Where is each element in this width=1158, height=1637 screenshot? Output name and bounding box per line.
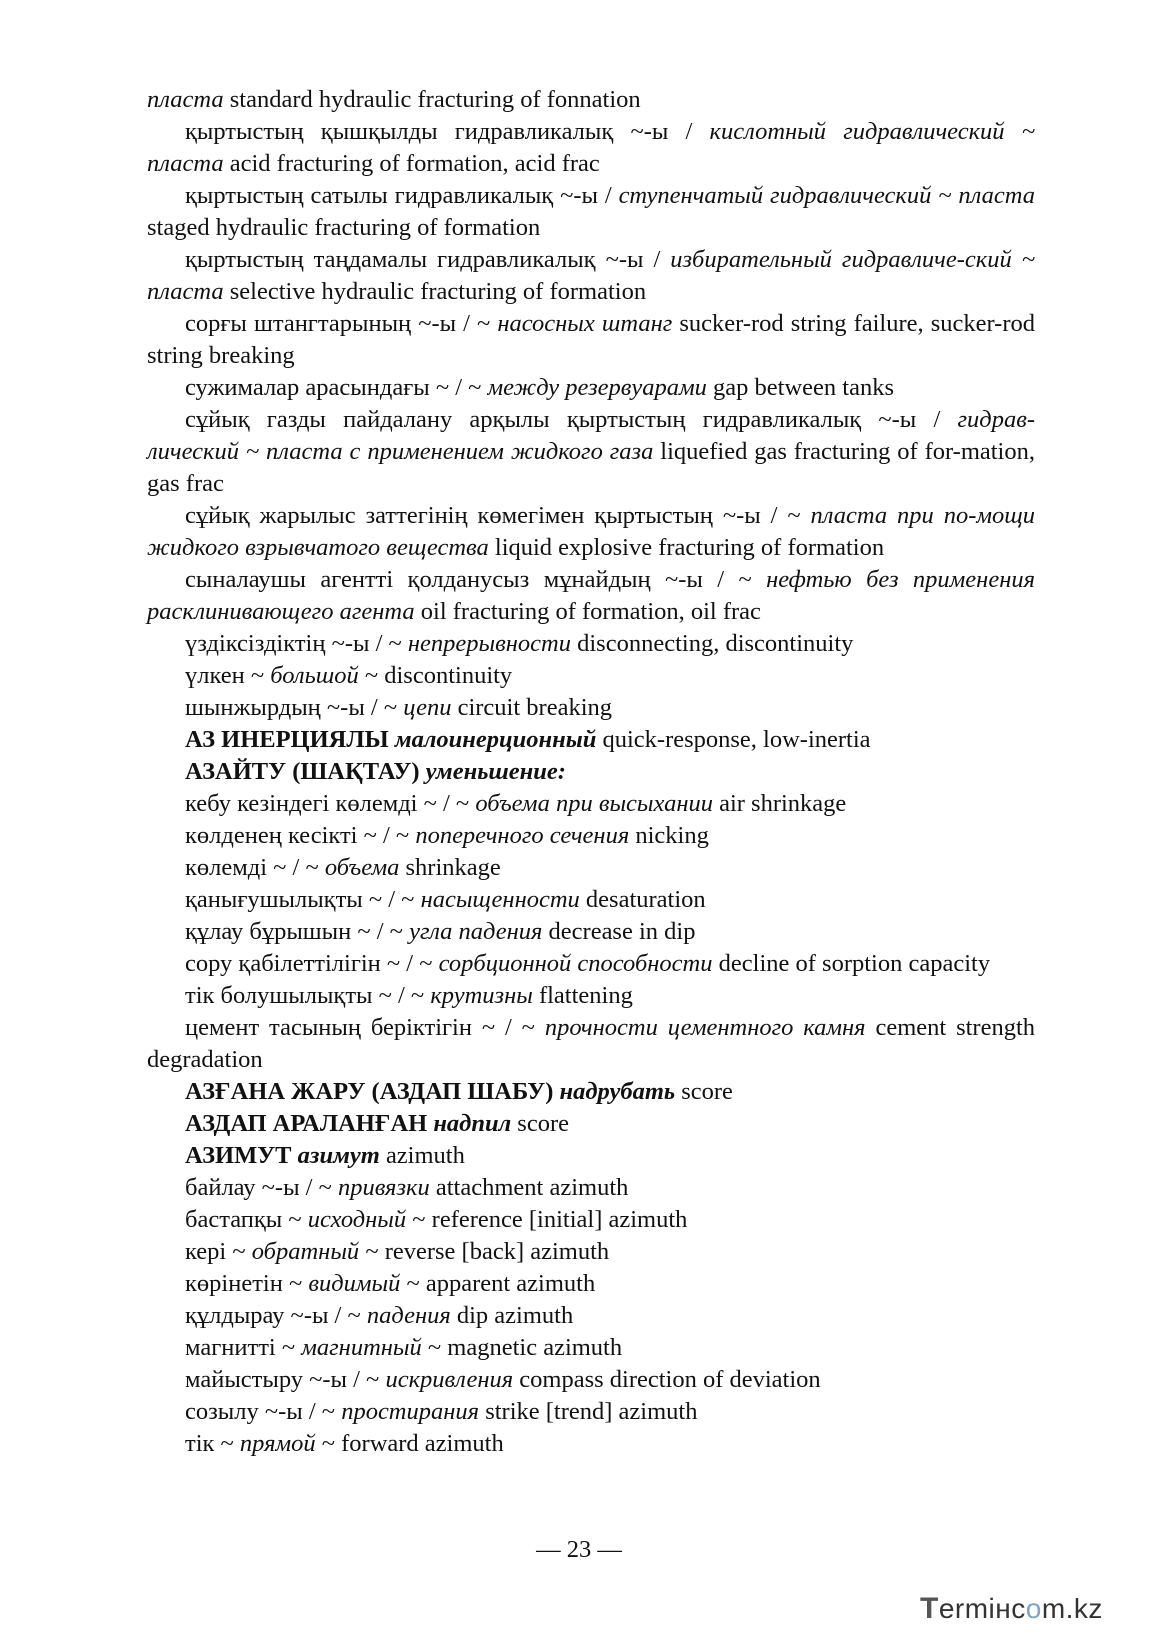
russian-term: прямой (239, 1430, 316, 1457)
entry-text: circuit breaking (451, 694, 613, 721)
termincom-logo (920, 1592, 1120, 1628)
russian-term: падения (366, 1302, 451, 1329)
russian-headword: надпил (433, 1110, 512, 1137)
entry-text: үздіксіздіктің ~-ы / ~ (185, 630, 408, 657)
entry-text: сужималар арасындағы ~ / ~ (185, 374, 488, 401)
headword: АЗ ИНЕРЦИЯЛЫ (185, 726, 395, 753)
russian-term: пласта (147, 86, 224, 113)
russian-headword: азимут (297, 1142, 380, 1169)
russian-headword: малоинерционный (394, 726, 597, 753)
dictionary-entry (147, 628, 1035, 660)
entry-text: cement strength degradation (147, 1014, 1036, 1073)
dictionary-entry (147, 84, 1035, 116)
russian-term: поперечного сечения (415, 822, 630, 849)
entry-text: decrease in dip (542, 918, 696, 945)
dictionary-entry (147, 884, 1035, 916)
entry-text: шынжырдың ~-ы / ~ (185, 694, 404, 721)
entry-text: магнитті ~ (185, 1334, 302, 1361)
russian-term: объема при высыхании (475, 790, 713, 817)
entry-text: үлкен ~ (185, 662, 271, 689)
russian-term: угла падения (409, 918, 543, 945)
headword: АЗҒАНА ЖАРУ (АЗДАП ШАБУ) (185, 1078, 560, 1105)
dictionary-entry (147, 1268, 1035, 1300)
entry-text: қанығушылықты ~ / ~ (185, 886, 421, 913)
russian-term: большой (270, 662, 359, 689)
entry-text: compass direction of deviation (513, 1366, 821, 1393)
entry-text: decline of sorption capacity (712, 950, 991, 977)
dictionary-entry (147, 404, 1035, 500)
entry-text: standard hydraulic fracturing of fonnation (223, 86, 641, 113)
entry-text: sucker-rod string failure, sucker-rod string breaking (147, 310, 1035, 369)
russian-term: гидрав-лический ~ пласта с применением жидкого газа (147, 406, 1035, 465)
dictionary-entry (147, 1076, 1035, 1108)
logo-t: T (920, 1592, 939, 1625)
dictionary-entry (147, 1236, 1035, 1268)
dictionary-entry (147, 980, 1035, 1012)
page-number: — 23 — (536, 1536, 622, 1563)
dictionary-entry (147, 1204, 1035, 1236)
entry-text: кері ~ (185, 1238, 252, 1265)
entry-text: air shrinkage (712, 790, 847, 817)
dictionary-entry (147, 244, 1035, 308)
entry-text: desaturation (579, 886, 706, 913)
russian-term: крутизны (430, 982, 533, 1009)
dictionary-page (147, 84, 1035, 1460)
russian-term: цепи (403, 694, 452, 721)
russian-term: кислотный гидравлический ~ пласта (147, 118, 1035, 177)
entry-text: gap between tanks (706, 374, 895, 401)
russian-term: простирания (341, 1398, 480, 1425)
russian-headword: уменьшение: (425, 758, 566, 785)
dictionary-entry (147, 916, 1035, 948)
entry-text: көрінетін ~ (185, 1270, 309, 1297)
entry-text: цемент тасының беріктігін ~ / ~ (185, 1014, 545, 1041)
entry-text: сұйық газды пайдалану арқылы қыртыстың гидравликалық ~-ы / (185, 406, 958, 433)
dictionary-entry (147, 820, 1035, 852)
dictionary-entry (147, 724, 1035, 756)
russian-term: пласта при по-мощи жидкого взрывчатого вещества (147, 502, 1035, 561)
dictionary-entry (147, 1108, 1035, 1140)
russian-term: обратный (251, 1238, 360, 1265)
entry-text: dip azimuth (450, 1302, 574, 1329)
russian-term: прочности цементного камня (544, 1014, 866, 1041)
entry-text: сору қабілеттілігін ~ / ~ (185, 950, 439, 977)
entry-text: көлденең кесікті ~ / ~ (185, 822, 416, 849)
entry-text: кебу кезіндегі көлемді ~ / ~ (185, 790, 476, 817)
logo-end: m.kz (1041, 1593, 1103, 1624)
headword: АЗИМУТ (185, 1142, 298, 1169)
russian-headword: надрубать (559, 1078, 676, 1105)
dictionary-entry (147, 116, 1035, 180)
dictionary-entry (147, 1012, 1035, 1076)
entry-text: сұйық жарылыс заттегінің көмегімен қыртыстың ~-ы / ~ (185, 502, 811, 529)
entry-text: ~ reference [initial] azimuth (406, 1206, 688, 1233)
entry-text: құлдырау ~-ы / ~ (185, 1302, 367, 1329)
entry-text: staged hydraulic fracturing of formation (147, 214, 541, 241)
entry-text: бастапқы ~ (185, 1206, 308, 1233)
entry-text: strike [trend] azimuth (479, 1398, 698, 1425)
entry-text: oil fracturing of formation, oil frac (414, 598, 761, 625)
entry-text: көлемді ~ / ~ (185, 854, 325, 881)
dictionary-entry (147, 1140, 1035, 1172)
russian-term: магнитный (301, 1334, 422, 1361)
entry-text: тік болушылықты ~ / ~ (185, 982, 431, 1009)
entry-text: қыртыстың таңдамалы гидравликалық ~-ы / (185, 246, 671, 273)
dictionary-entry (147, 756, 1035, 788)
russian-term: насыщенности (420, 886, 580, 913)
dictionary-entry (147, 1332, 1035, 1364)
entry-text: score (511, 1110, 569, 1137)
entry-text: сорғы штангтарының ~-ы / ~ (185, 310, 498, 337)
entry-text: ~ discontinuity (358, 662, 513, 689)
entry-text: ~ apparent azimuth (400, 1270, 596, 1297)
entry-text: score (675, 1078, 733, 1105)
entry-text: қыртыстың сатылы гидравликалық ~-ы / (185, 182, 619, 209)
russian-term: избирательный гидравличе-ский ~ пласта (147, 246, 1035, 305)
entry-text: nicking (629, 822, 709, 849)
dictionary-entry (147, 1172, 1035, 1204)
logo-o: o (1025, 1593, 1042, 1624)
entry-text: ~ magnetic azimuth (421, 1334, 623, 1361)
entry-text: acid fracturing of formation, acid frac (223, 150, 600, 177)
dictionary-entry (147, 308, 1035, 372)
dictionary-entry (147, 500, 1035, 564)
dictionary-entry (147, 692, 1035, 724)
russian-term: непрерывности (407, 630, 571, 657)
dictionary-entry (147, 180, 1035, 244)
entry-text: shrinkage (399, 854, 501, 881)
russian-term: нефтью без применения расклинивающего агента (147, 566, 1035, 625)
russian-term: сорбционной способности (438, 950, 713, 977)
russian-term: объема (324, 854, 400, 881)
entry-text: қыртыстың қышқылды гидравликалық ~-ы / (185, 118, 710, 145)
entry-text: liquefied gas fracturing of for-mation, gas frac (147, 438, 1035, 497)
headword: АЗДАП АРАЛАНҒАН (185, 1110, 434, 1137)
entry-text: сыналаушы агентті қолданусыз мұнайдың ~-ы / ~ (185, 566, 767, 593)
dictionary-entry (147, 660, 1035, 692)
russian-term: между резервуарами (487, 374, 707, 401)
logo-text (920, 1592, 1103, 1626)
entry-text: майыстыру ~-ы / ~ (185, 1366, 386, 1393)
headword: АЗАЙТУ (ШАҚТАУ) (185, 758, 426, 785)
entry-text: ~ forward azimuth (315, 1430, 504, 1457)
russian-term: привязки (338, 1174, 430, 1201)
dictionary-entry (147, 372, 1035, 404)
entry-text: құлау бұрышын ~ / ~ (185, 918, 410, 945)
dictionary-entry (147, 1364, 1035, 1396)
entry-text: ~ reverse [back] azimuth (359, 1238, 610, 1265)
entry-text: flattening (532, 982, 633, 1009)
dictionary-entry (147, 1428, 1035, 1460)
russian-term: исходный (307, 1206, 407, 1233)
dictionary-entry (147, 852, 1035, 884)
entry-text: байлау ~-ы / ~ (185, 1174, 338, 1201)
dictionary-entry (147, 948, 1035, 980)
russian-term: видимый (308, 1270, 401, 1297)
entry-text: созылу ~-ы / ~ (185, 1398, 342, 1425)
entry-text: azimuth (379, 1142, 465, 1169)
logo-middle: ermінс (938, 1593, 1026, 1624)
dictionary-entry (147, 1300, 1035, 1332)
entry-text: тік ~ (185, 1430, 240, 1457)
entry-text: attachment azimuth (429, 1174, 629, 1201)
entry-text: liquid explosive fracturing of formation (488, 534, 885, 561)
entry-text: quick-response, low-inertia (596, 726, 871, 753)
entry-text: selective hydraulic fracturing of formation (223, 278, 647, 305)
entry-text: disconnecting, discontinuity (571, 630, 854, 657)
russian-term: насосных штанг (497, 310, 673, 337)
russian-term: искривления (385, 1366, 514, 1393)
russian-term: ступенчатый гидравлический ~ пласта (618, 182, 1036, 209)
dictionary-entry (147, 788, 1035, 820)
dictionary-entry (147, 564, 1035, 628)
dictionary-entry (147, 1396, 1035, 1428)
